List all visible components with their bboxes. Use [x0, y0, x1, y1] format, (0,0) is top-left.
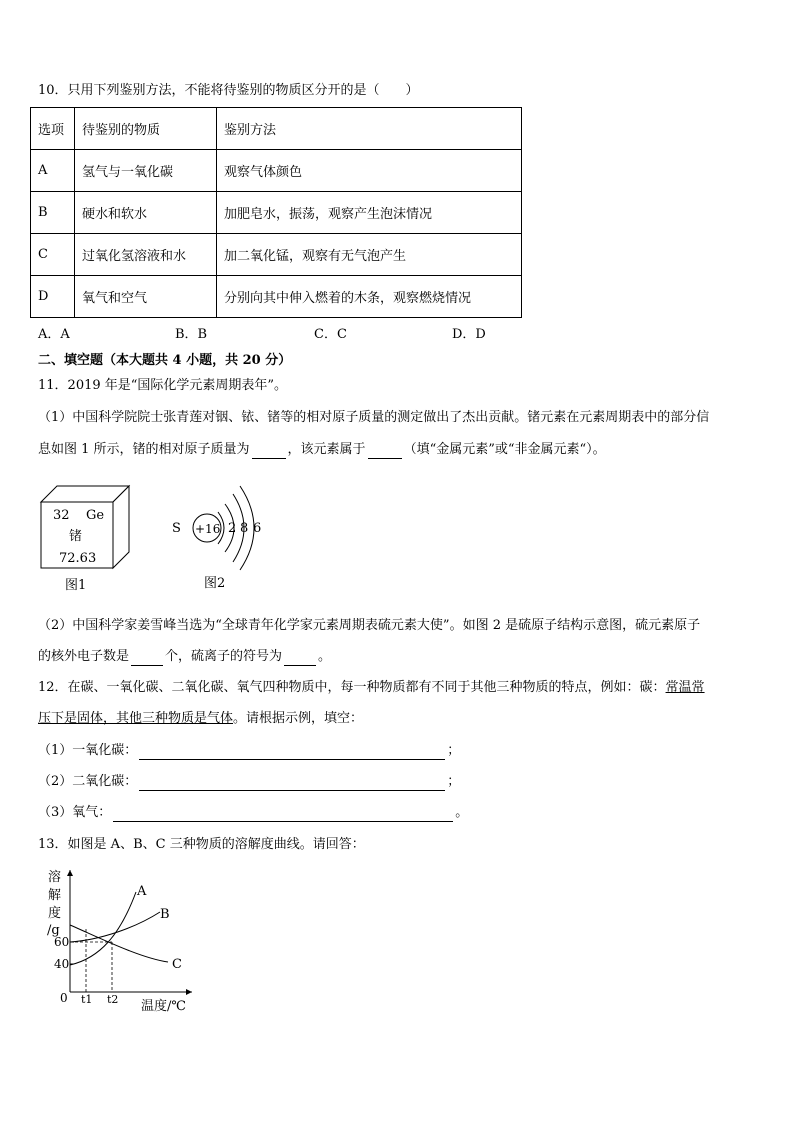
- table-cell: 加二氧化锰，观察有无气泡产生: [217, 234, 522, 276]
- element-mass: 72.63: [59, 551, 97, 566]
- curve-b: [70, 912, 160, 942]
- atom-nucleus-charge: +16: [195, 522, 221, 536]
- table-row: [31, 150, 522, 192]
- q12-stem-line2: [38, 710, 363, 728]
- text-fragment: （填“金属元素”或“非金属元素“）。: [403, 442, 606, 457]
- series-label-a: A: [137, 884, 147, 899]
- table-header-option: 选项: [31, 108, 75, 150]
- electron-shell-count: 6: [253, 521, 262, 536]
- answer-blank[interactable]: [368, 458, 402, 459]
- table-header-method: 鉴别方法: [217, 108, 522, 150]
- item-label: （2）二氧化碳：: [38, 774, 138, 789]
- table-cell: 过氧化氢溶液和水: [75, 234, 217, 276]
- series-label-c: C: [172, 957, 182, 972]
- table-cell: 氧气和空气: [75, 276, 217, 318]
- x-axis-arrow: [186, 989, 192, 995]
- chart-ylabel-char: 溶: [48, 870, 62, 885]
- electron-shell-count: 2: [228, 521, 237, 536]
- q11-part2-line2: [38, 648, 331, 666]
- q11-part1-line1: （1）中国科学院院士张青莲对铟、铱、锗等的相对原子质量的测定做出了杰出贡献。锗元素在元素周期表中的部分信: [38, 410, 710, 425]
- answer-blank[interactable]: [113, 821, 453, 822]
- figure-1-caption: 图1: [65, 578, 87, 593]
- answer-blank[interactable]: [284, 665, 316, 666]
- example-underlined: 常温常: [665, 680, 705, 695]
- table-cell: 分别向其中伸入燃着的木条，观察燃烧情况: [217, 276, 522, 318]
- element-number: 32: [53, 508, 70, 523]
- q10-stem: 10．只用下列鉴别方法，不能将待鉴别的物质区分开的是（ ）: [38, 83, 419, 98]
- y-tick-label: 60: [54, 935, 70, 949]
- chart-ylabel-char: /g: [47, 923, 60, 938]
- answer-blank[interactable]: [131, 665, 163, 666]
- q11-stem: 11．2019 年是“国际化学元素周期表年”。: [38, 378, 288, 393]
- q12-item: [38, 742, 460, 760]
- table-row: [31, 234, 522, 276]
- table-header-substance: 待鉴别的物质: [75, 108, 217, 150]
- item-end: ；: [447, 774, 461, 789]
- series-label-b: B: [160, 907, 170, 922]
- curve-c: [70, 925, 168, 962]
- chart-xlabel: 温度/℃: [141, 999, 186, 1014]
- x-tick-label: t1: [81, 993, 93, 1006]
- q10-option-c[interactable]: C．C: [314, 327, 347, 342]
- element-symbol: Ge: [86, 508, 105, 523]
- item-label: （1）一氧化碳：: [38, 743, 138, 758]
- chart-ylabel-char: 解: [48, 888, 62, 903]
- table-cell: 观察气体颜色: [217, 150, 522, 192]
- electron-shell-count: 8: [240, 521, 249, 536]
- table-cell: A: [31, 150, 75, 192]
- text-fragment: 息如图 1 所示，锗的相对原子质量为: [38, 442, 250, 457]
- table-cell: 氢气与一氧化碳: [75, 150, 217, 192]
- table-row: [31, 192, 522, 234]
- figure-2-caption: 图2: [204, 576, 226, 591]
- table-cell: 加肥皂水，振荡，观察产生泡沫情况: [217, 192, 522, 234]
- table-cell: C: [31, 234, 75, 276]
- q12-stem-line1: [38, 679, 705, 697]
- text-fragment: 的核外电子数是: [38, 649, 130, 664]
- table-row: [31, 276, 522, 318]
- table-cell: B: [31, 192, 75, 234]
- text-fragment: 。请根据示例，填空：: [233, 711, 364, 726]
- origin-label: 0: [60, 991, 68, 1005]
- q11-part1-line2: [38, 441, 606, 459]
- q10-option-d[interactable]: D．D: [452, 327, 486, 342]
- q11-part2-line1: （2）中国科学家姜雪峰当选为“全球青年化学家元素周期表硫元素大使”。如图 2 是硫原子结构示意图，硫元素原子: [38, 618, 701, 633]
- table-cell: 硬水和软水: [75, 192, 217, 234]
- item-end: 。: [455, 805, 469, 820]
- text-fragment: 。: [318, 649, 332, 664]
- y-axis-arrow: [67, 870, 73, 876]
- element-name: 锗: [69, 529, 83, 544]
- chart-ylabel-char: 度: [48, 906, 62, 921]
- y-tick-label: 40: [54, 957, 70, 971]
- q13-stem: 13．如图是 A、B、C 三种物质的溶解度曲线。请回答：: [38, 837, 365, 852]
- example-underlined: 压下是固体，其他三种物质是气体: [38, 711, 234, 726]
- x-tick-label: t2: [107, 993, 119, 1006]
- item-label: （3）氧气：: [38, 805, 112, 820]
- text-fragment: 个，硫离子的符号为: [165, 649, 283, 664]
- table-cell: D: [31, 276, 75, 318]
- answer-blank[interactable]: [252, 458, 286, 459]
- q12-item: [38, 773, 460, 791]
- q12-item: [38, 804, 468, 822]
- text-fragment: 12．在碳、一氧化碳、二氧化碳、氧气四种物质中，每一种物质都有不同于其他三种物质的特点，例如：碳：: [38, 680, 666, 695]
- table-header-row: [31, 108, 522, 150]
- section-title: 二、填空题（本大题共 4 小题，共 20 分）: [38, 353, 292, 368]
- answer-blank[interactable]: [139, 790, 445, 791]
- item-end: ；: [447, 743, 461, 758]
- q10-option-b[interactable]: B．B: [175, 327, 208, 342]
- q10-table: [30, 107, 522, 318]
- q10-option-a[interactable]: A．A: [38, 327, 70, 342]
- atom-symbol: S: [172, 521, 181, 536]
- text-fragment: ，该元素属于: [287, 442, 366, 457]
- answer-blank[interactable]: [139, 759, 445, 760]
